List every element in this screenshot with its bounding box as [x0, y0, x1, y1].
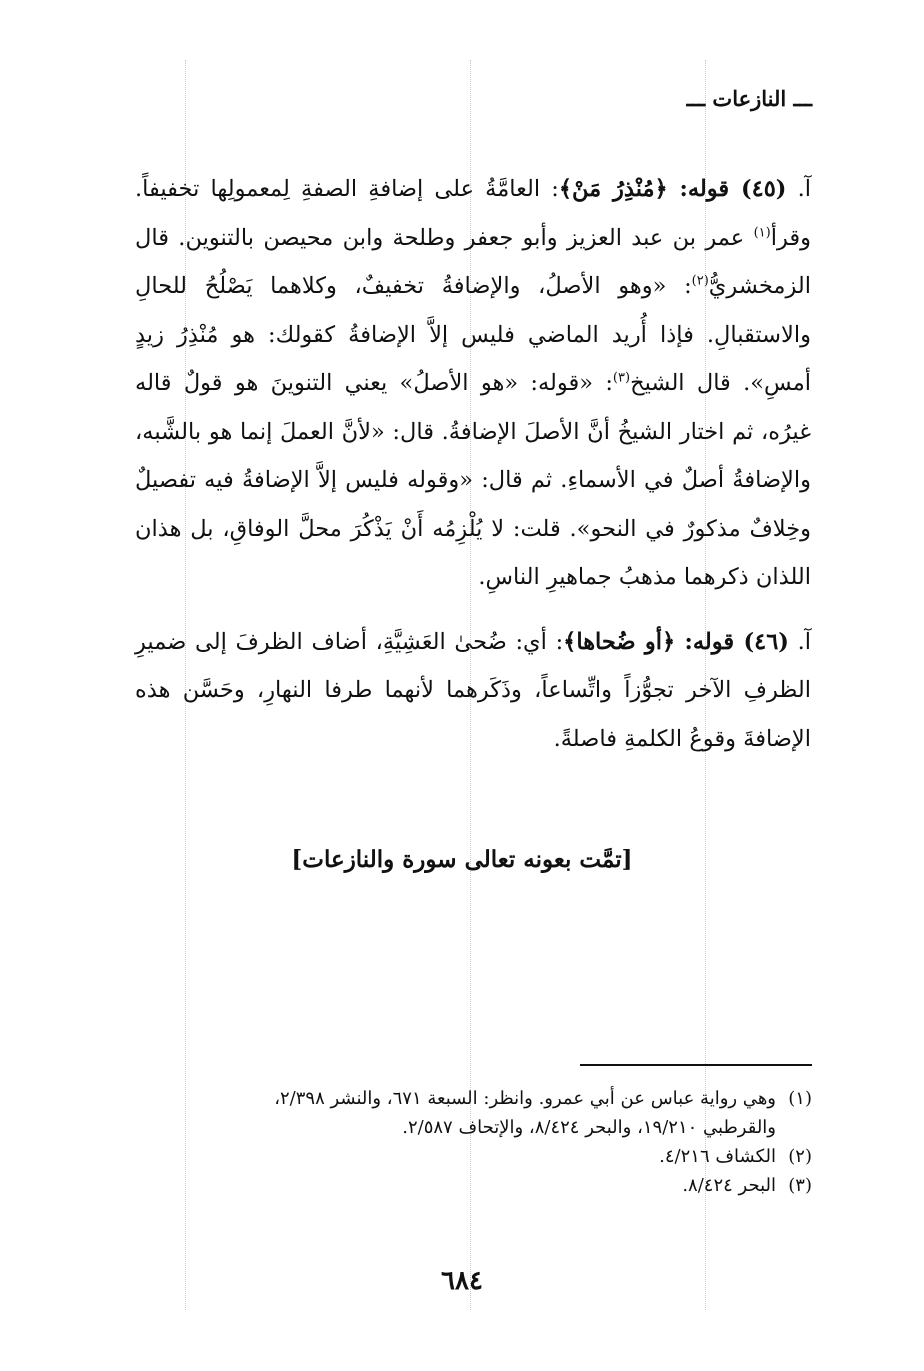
- verse-heading: (٤٥) قوله: ﴿مُنْذِرُ مَنْ﴾: [558, 176, 787, 202]
- footnote-ref[interactable]: (١): [753, 225, 771, 240]
- footnote-separator: [580, 1064, 812, 1066]
- footnote-text: البحر ٨/٤٢٤.: [682, 1175, 776, 1196]
- footnote-ref[interactable]: (٢): [691, 273, 709, 289]
- paragraph-text: : العامَّةُ على إضافةِ الصفةِ لِمعمولِها تخفيفاً. وقرأ: [135, 176, 811, 251]
- footnote-text: وهي رواية عباس عن أبي عمرو. وانظر: السبعة ٦٧١، والنشر ٢/٣٩٨،: [274, 1088, 776, 1109]
- verse-heading: (٤٦) قوله: ﴿أو ضُحاها﴾: [563, 628, 789, 655]
- footnote-text: الكشاف ٤/٢١٦.: [659, 1146, 776, 1167]
- surah-closing-note: [تمَّت بعونه تعالى سورة والنازعات]: [291, 846, 633, 873]
- verse-marker: آ.: [786, 176, 811, 202]
- page-number: ٦٨٤: [441, 1266, 483, 1296]
- paragraph-text: : «قوله: «هو الأصلُ» يعني التنوينَ هو قولٌ قاله غيرُه، ثم اختار الشيخُ أنَّ الأصلَ الإضافةُ. قال: «لأنَّ العملَ إنما هو بالشَّبه، والإضافةُ أصلٌ في الأسماءِ. ثم قال: «وقوله فليس إلاَّ الإضافةُ فيه تفصيلٌ وخِلافٌ مذكورٌ في النحو». قلت: لا يُلْزِمُه أَنْ يَذْكُرَ محلَّ الوفاقِ، بل هذان اللذان ذكرهما مذهبُ جماهيرِ الناسِ.: [135, 370, 811, 590]
- paragraph-text: : أي: ضُحىٰ العَشِيَّةِ، أضاف الظرفَ إلى ضميرِ الظرفِ الآخر تجوُّزاً واتِّساعاً، وذَكَرهما لأنهما طرفا النهارِ، وحَسَّن هذه الإضافةَ وقوعُ الكلمةِ فاصلةً.: [135, 628, 811, 752]
- footnote-number: (١): [788, 1088, 812, 1109]
- footnote-number: (٣): [788, 1175, 812, 1196]
- footnote-1-continuation: والقرطبي ١٩/٢١٠، والبحر ٨/٤٢٤، والإتحاف ٢/٥٨٧.: [402, 1117, 776, 1138]
- paragraph-text: عمر بن عبد العزيز وأبو جعفر وطلحة وابن محيصن بالتنوين. قال الزمخشريُّ: [135, 224, 811, 299]
- footnotes: [136, 1084, 812, 1200]
- footnote-ref[interactable]: (٣): [612, 370, 631, 386]
- footnote-2: [136, 1142, 812, 1171]
- paragraph-verse-45: [135, 165, 811, 602]
- paragraph-verse-46: [135, 618, 811, 764]
- running-header: ـــ النازعات ـــ: [686, 86, 812, 111]
- footnote-3: [136, 1171, 812, 1200]
- footnote-number: (٢): [788, 1146, 812, 1167]
- footnote-1: [136, 1084, 812, 1113]
- main-text: [135, 165, 811, 763]
- verse-marker: آ.: [788, 628, 811, 655]
- paragraph-text: : «وهو الأصلُ، والإضافةُ تخفيفٌ، وكلاهما يَصْلُحُ للحالِ والاستقبالِ. فإذا أُريد الماضي فليس إلاَّ الإضافةُ كقولك: هو مُنْذِرُ زيدٍ أمسِ». قال الشيخ: [135, 273, 812, 396]
